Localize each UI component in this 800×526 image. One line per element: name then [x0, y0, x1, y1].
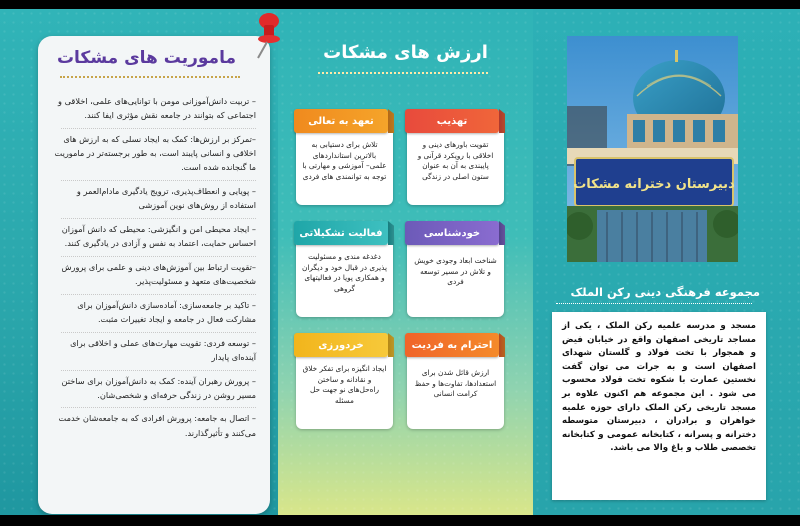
mission-item: –تمرکز بر ارزش‌ها: کمک به ایجاد نسلی که به ارزش های اخلاقی و انسانی پایبند است، به طور برجسته‌تر در ماموریت ما گنجانده شده است.	[54, 133, 256, 173]
mission-item: – پویایی و انعطاف‌پذیری، ترویج یادگیری مادام‌العمر و استفاده از روش‌های نوین آموزشی	[76, 186, 256, 211]
value-text: ایجاد انگیزه برای تفکر خلاق و نقادانه و ساختن راه‌حل‌های نو جهت حل مسئله	[302, 364, 387, 405]
value-text: تلاش برای دستیابی به بالاترین استانداردهای علمی– آموزشی و مهارتی با توجه به توانمندی های فردی	[302, 140, 387, 181]
value-label: احترام به فردیت	[405, 333, 499, 357]
school-sign-text: دبیرستان دخترانه مشکات	[573, 177, 735, 192]
value-box-excellence	[296, 115, 393, 205]
mission-item: – اتصال به جامعه: پرورش افرادی که به جامعه‌شان خدمت می‌کنند و تأثیرگذارند.	[58, 413, 256, 438]
mission-list	[51, 94, 256, 445]
mission-item: – ایجاد محیطی امن و انگیزشی: محیطی که دانش آموزان احساس حمایت، اعتماد به نفس و آزادی در یادگیری کنند.	[61, 223, 256, 249]
top-black-bar	[0, 0, 800, 9]
value-label: خردورزی	[294, 333, 388, 357]
title-divider	[60, 76, 240, 78]
value-label: خودشناسی	[405, 221, 499, 245]
mission-item: – پرورش رهبران آینده: کمک به دانش‌آموزان برای ساختن مسیر روشن در زندگی حرفه‌ای و شخصی‌شان.	[61, 375, 256, 400]
value-text: تقویت باورهای دینی و اخلاقی با رویکرد قرآنی و پایبندی به آن به عنوان ستون اصلی در زندگی	[417, 140, 494, 181]
value-label: تعهد به تعالی	[294, 109, 388, 133]
bottom-black-bar	[0, 515, 800, 526]
value-box-tahzib	[407, 115, 504, 205]
mission-item: –تقویت ارتباط بین آموزش‌های دینی و علمی برای پرورش شخصیت‌های متعهد و مسئولیت‌پذیر.	[61, 261, 256, 287]
values-title: ارزش های مشکات	[323, 42, 488, 63]
value-text: دغدغه مندی و مسئولیت پذیری در قبال خود و دیگران و همکاری پویا در فعالیتهای گروهی	[302, 252, 387, 293]
mosque-illustration	[567, 36, 738, 262]
mosque-photo	[567, 36, 738, 262]
value-label: فعالیت تشکیلاتی	[294, 221, 388, 245]
value-text: ارزش قائل شدن برای استعدادها، تفاوت‌ها و حفظ کرامت انسانی	[414, 368, 497, 398]
value-box-wisdom	[296, 339, 393, 429]
mission-card	[38, 36, 270, 514]
value-box-self-knowledge	[407, 227, 504, 317]
values-title-divider	[318, 72, 488, 74]
mission-title: ماموریت های مشکات	[56, 48, 236, 68]
value-box-teamwork	[296, 227, 393, 317]
mission-item: – تربیت دانش‌آموزانی مومن با توانایی‌های علمی، اخلاقی و اجتماعی که بتوانند در جامعه نقش مؤثری ایفا کنند.	[58, 96, 256, 121]
about-title-divider	[556, 303, 752, 304]
value-label: تهذیب	[405, 109, 499, 133]
mission-item: – توسعه فردی: تقویت مهارت‌های عملی و اخلاقی برای آینده‌ای پایدار	[70, 337, 256, 362]
about-title: مجموعه فرهنگی دینی رکن الملک	[570, 285, 760, 299]
about-card	[552, 312, 766, 500]
value-text: شناخت ابعاد وجودی خویش و تلاش در مسیر توسعه فردی	[414, 256, 497, 286]
about-body: مسجد و مدرسه علمیه رکن الملک ، یکی از مساجد تاریخی اصفهان واقع در خیابان فیض و همجوار با تخت فولاد و گلستان شهدای اصفهان است و به جرات می توان گفت نخستین عمارت با شکوه تخت فولاد محسوب می شود . این مجموعه هم اکنون علاوه بر مسجد تاریخی رکن الملک دارای حوزه علمیه خواهران و برادران ، دبیرستان متوسطه دخترانه و پسرانه ، کتابخانه عمومی و کتابخانه تخصصی طلاب و باغ والا می باشد.	[562, 321, 756, 454]
value-box-individuality	[407, 339, 504, 429]
mission-item: – تاکید بر جامعه‌سازی: آماده‌سازی دانش‌آموزان برای مشارکت فعال در جامعه و ایجاد تغییرات مثبت.	[77, 299, 256, 324]
